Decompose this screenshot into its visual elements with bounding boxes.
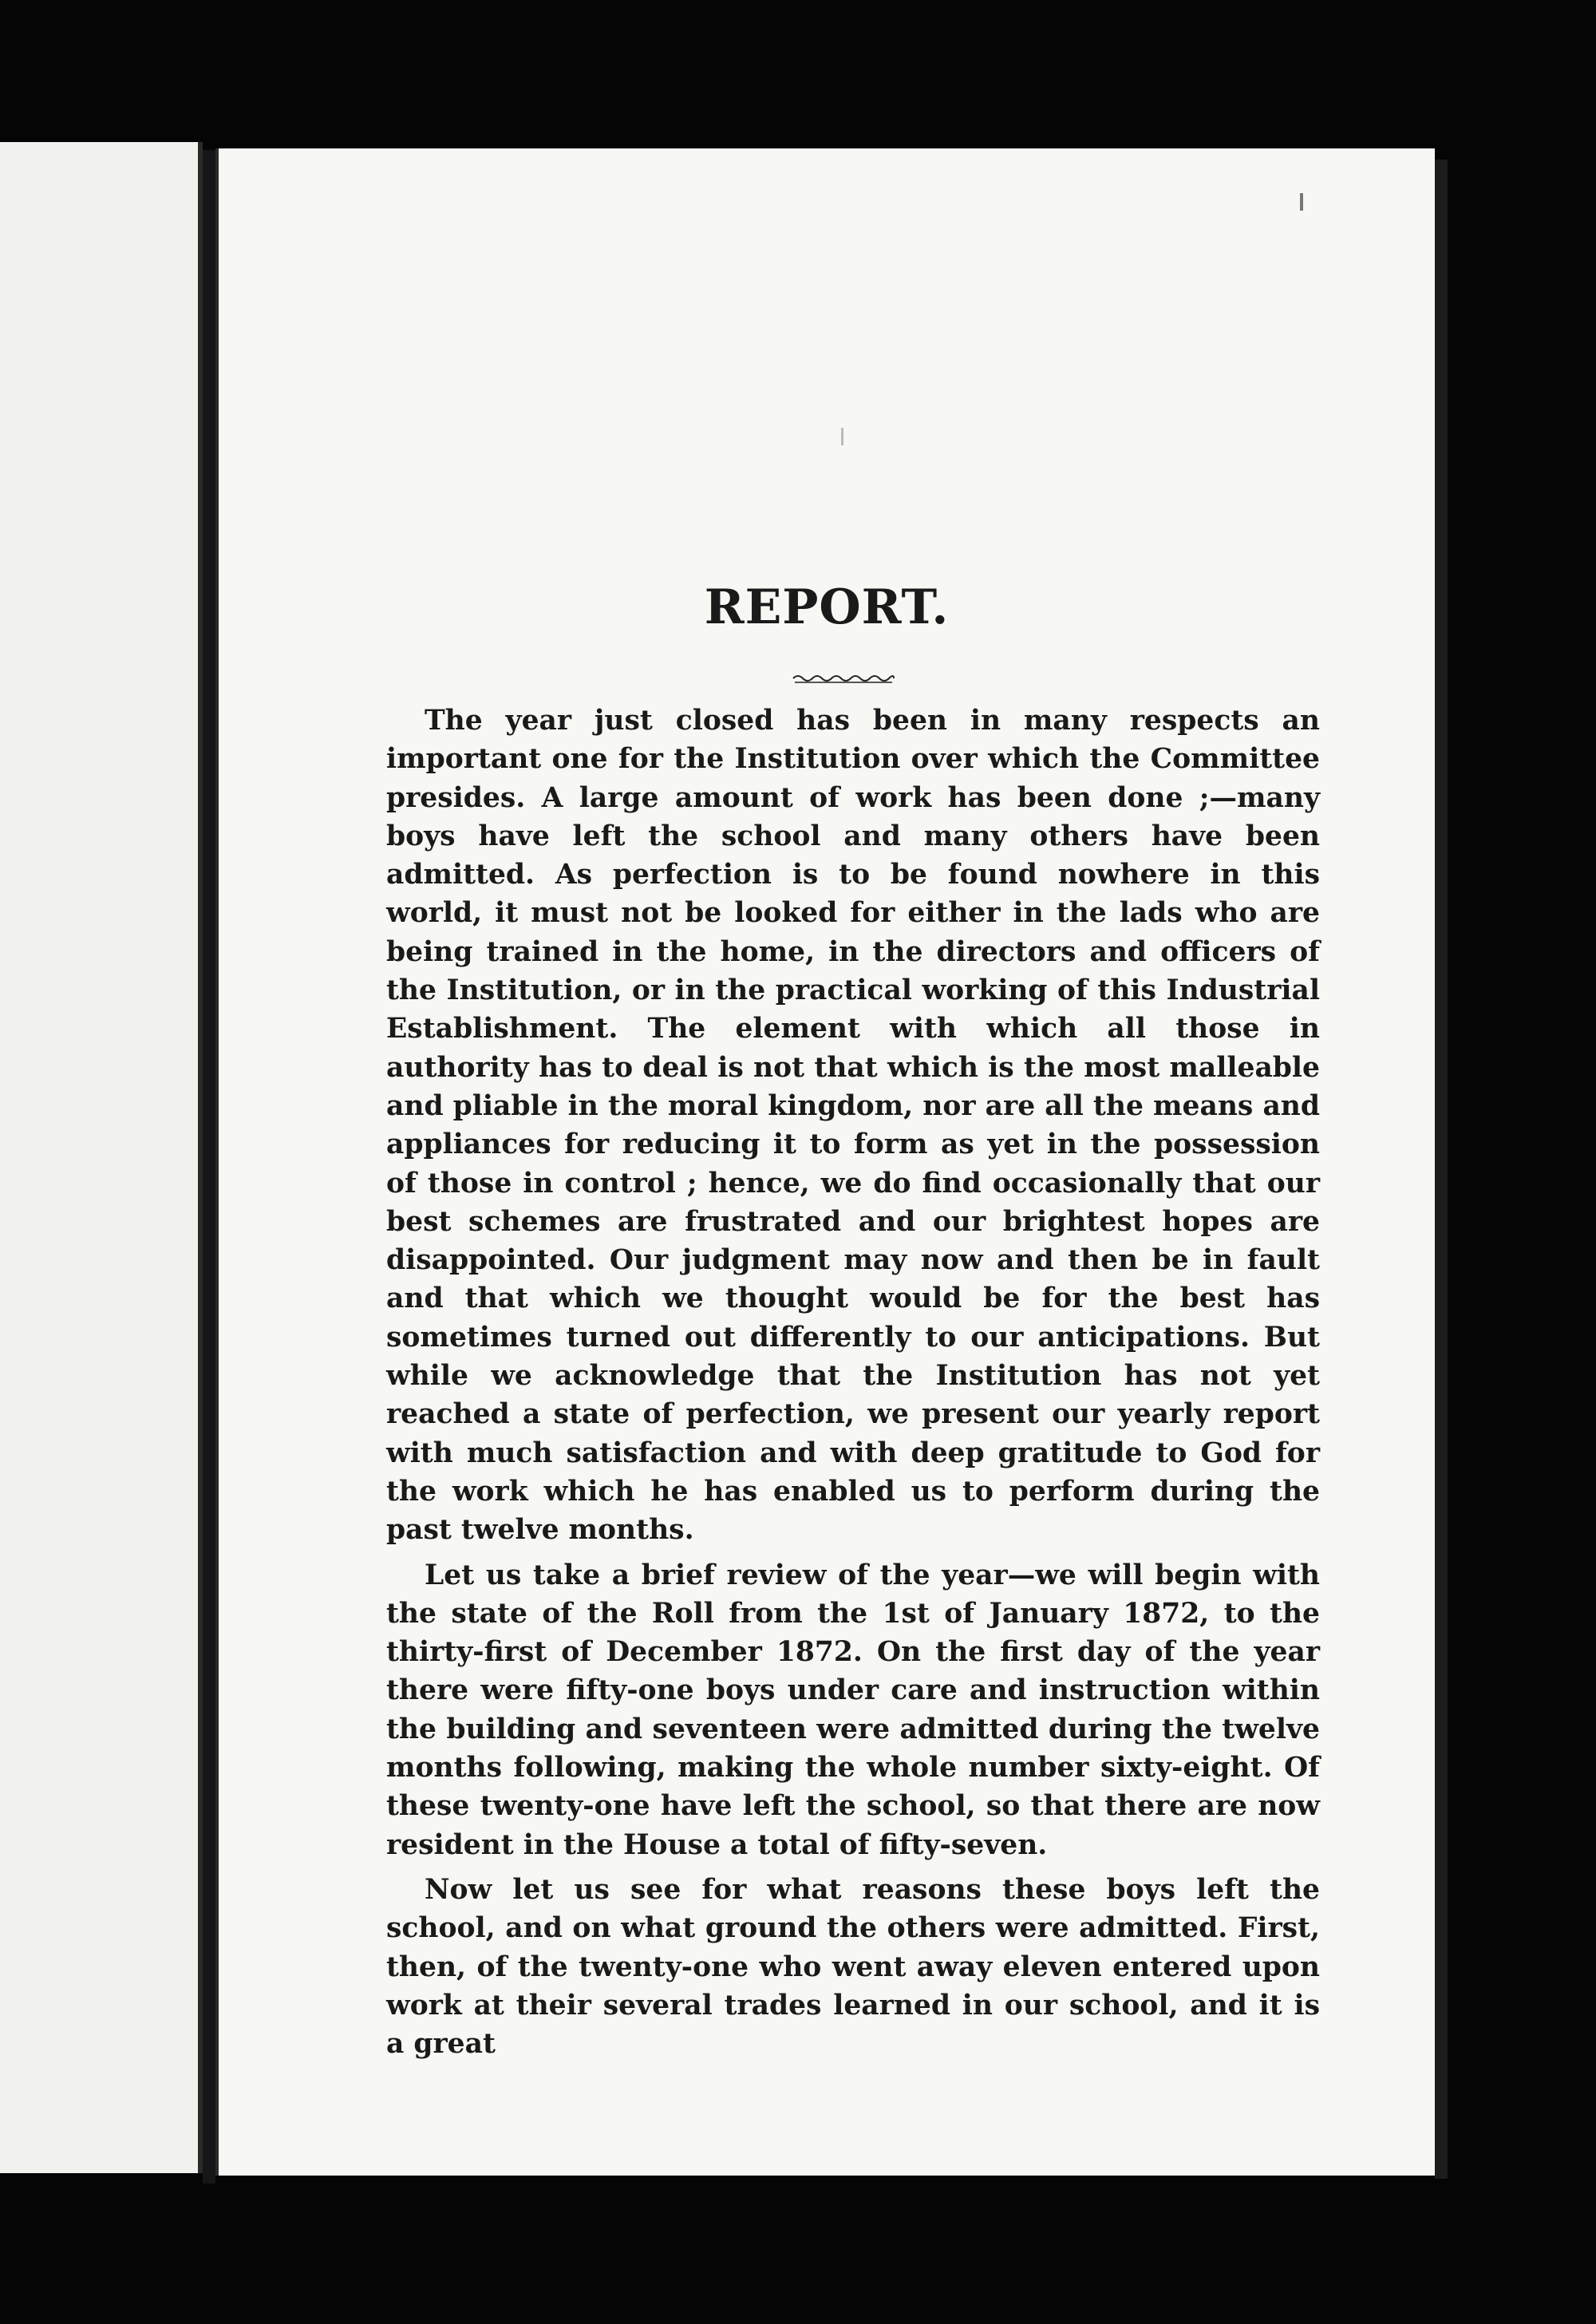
report-body bbox=[386, 702, 1320, 2069]
paragraph-1: The year just closed has been in many respects an important one for the Institution over which the Committee presides. A large amount of work has been done ;—many boys have left the school and many others have been admitted. As perfection is to be found nowhere in this world, it must not be looked for either in the lads who are being trained in the home, in the directors and officers of the Institution, or in the practical working of this Industrial Establishment. The element with which all those in authority has to deal is not that which is the most malleable and pliable in the moral kingdom, nor are all the means and appliances for reducing it to form as yet in the possession of those in control ; hence, we do find occasionally that our best schemes are frustrated and our brightest hopes are disappointed. Our judgment may now and then be in fault and that which we thought would be for the best has sometimes turned out differently to our anticipations. But while we acknowledge that the Institution has not yet reached a state of perfection, we present our yearly report with much satisfaction and with deep gratitude to God for the work which he has enabled us to perform during the past twelve months. bbox=[386, 705, 1320, 1547]
page-gutter-shadow bbox=[203, 150, 215, 2184]
document-page bbox=[215, 148, 1435, 2176]
page-speck-mark bbox=[1300, 193, 1303, 211]
page-right-edge bbox=[1435, 160, 1448, 2179]
paragraph-2: Let us take a brief review of the year—we will begin with the state of the Roll from the 1st of January 1872, to the thirty-first of December 1872. On the first day of the year there were fifty-one boys under care and instruction within the building and seventeen were admitted during the twelve months following, making the whole number sixty-eight. Of these twenty-one have left the school, so that there are now resident in the House a total of fifty-seven. bbox=[386, 1559, 1320, 1861]
previous-page-edge bbox=[0, 142, 203, 2173]
page-title: REPORT. bbox=[704, 579, 950, 635]
title-ornament bbox=[792, 673, 895, 684]
page-speck-mark bbox=[841, 428, 843, 445]
paragraph-3: Now let us see for what reasons these boys left the school, and on what ground the others were admitted. First, then, of the twenty-one who went away eleven entered upon work at their several trades learned in our school, and it is a great bbox=[386, 1873, 1320, 2061]
